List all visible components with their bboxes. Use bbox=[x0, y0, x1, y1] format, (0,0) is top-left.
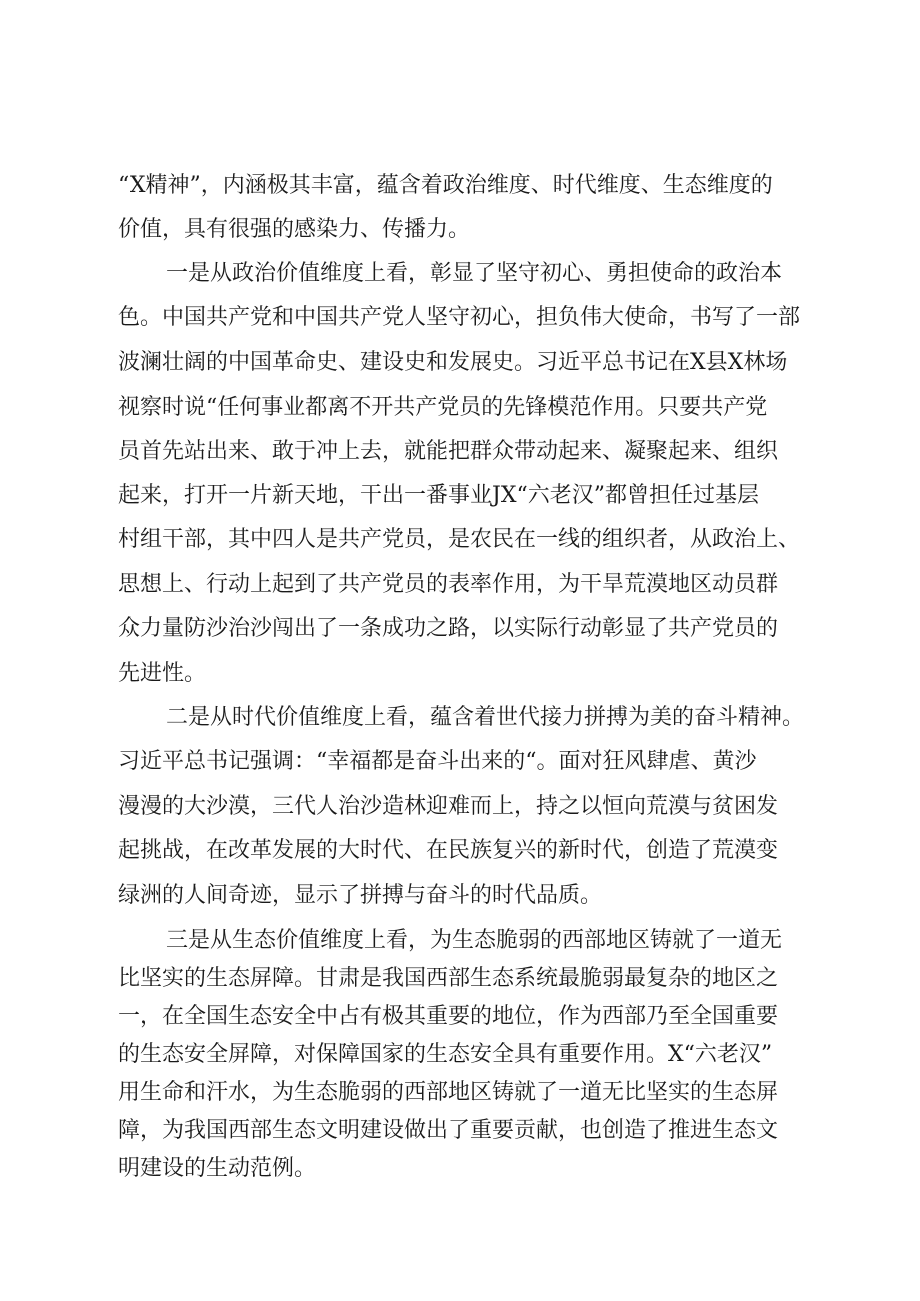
paragraph-1-line-8: 思想上、行动上起到了共产党员的表率作用，为干旱荒漠地区动员群 bbox=[118, 572, 779, 597]
paragraph-1-line-9: 众力量防沙治沙闯出了一条成功之路，以实际行动彰显了共产党员的 bbox=[118, 616, 779, 641]
paragraph-1-line-6: 起来，打开一片新天地，干出一番事业JX“六老汉”都曾担任过基层 bbox=[118, 483, 759, 508]
paragraph-1-line-1: 一是从政治价值维度上看，彰显了坚守初心、勇担使命的政治本 bbox=[166, 261, 783, 286]
paragraph-1-line-10: 先进性。 bbox=[118, 661, 207, 686]
paragraph-3-line-3: 一，在全国生态安全中占有极其重要的地位，作为西部乃至全国重要 bbox=[118, 1004, 779, 1029]
paragraph-3-line-6: 障，为我国西部生态文明建设做出了重要贡献，也创造了推进生态文 bbox=[118, 1118, 779, 1143]
paragraph-3-line-2: 比坚实的生态屏障。甘肃是我国西部生态系统最脆弱最复杂的地区之 bbox=[118, 966, 779, 991]
paragraph-1-line-5: 员首先站出来、敢于冲上去，就能把群众带动起来、凝聚起来、组织 bbox=[118, 439, 779, 464]
paragraph-2-line-4: 起挑战，在改革发展的大时代、在民族复兴的新时代，创造了荒漠变 bbox=[118, 838, 779, 863]
paragraph-1-line-2: 色。中国共产党和中国共产党人坚守初心，担负伟大使命，书写了一部 bbox=[118, 305, 801, 330]
paragraph-3-line-5: 用生命和汗水，为生态脆弱的西部地区铸就了一道无比坚实的生态屏 bbox=[118, 1080, 779, 1105]
intro-line-2: 价值，具有很强的感染力、传播力。 bbox=[118, 217, 471, 242]
paragraph-2-line-1: 二是从时代价值维度上看，蕴含着世代接力拼搏为美的奋斗精神。 bbox=[166, 705, 805, 730]
paragraph-3-line-1: 三是从生态价值维度上看，为生态脆弱的西部地区铸就了一道无 bbox=[166, 928, 783, 953]
paragraph-2-line-3: 漫漫的大沙漠，三代人治沙造林迎难而上，持之以恒向荒漠与贫困发 bbox=[118, 794, 779, 819]
paragraph-2-line-2: 习近平总书记强调：“幸福都是奋斗出来的“。面对狂风肆虐、黄沙 bbox=[118, 749, 757, 774]
paragraph-2-line-5: 绿洲的人间奇迹，显示了拼搏与奋斗的时代品质。 bbox=[118, 883, 603, 908]
intro-line-1: “X精神”，内涵极其丰富，蕴含着政治维度、时代维度、生态维度的 bbox=[118, 173, 773, 198]
paragraph-3-line-4: 的生态安全屏障，对保障国家的生态安全具有重要作用。X“六老汉” bbox=[118, 1042, 773, 1067]
paragraph-1-line-3: 波澜壮阔的中国革命史、建设史和发展史。习近平总书记在X县X林场 bbox=[118, 350, 788, 375]
paragraph-1-line-7: 村组干部，其中四人是共产党员，是农民在一线的组织者，从政治上、 bbox=[118, 527, 801, 552]
paragraph-3-line-7: 明建设的生动范例。 bbox=[118, 1156, 317, 1181]
paragraph-1-line-4: 视察时说“任何事业都离不开共产党员的先锋模范作用。只要共产党 bbox=[118, 395, 768, 420]
